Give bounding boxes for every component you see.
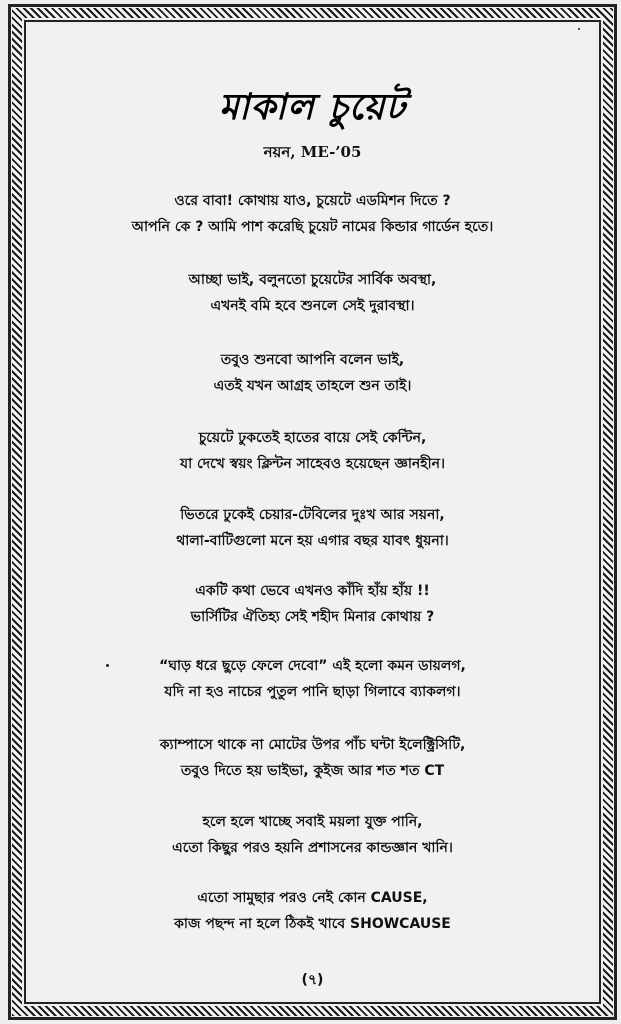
stanza-9	[30, 809, 595, 861]
poem-line: হলে হলে খাচ্ছে সবাই ময়লা যুক্ত পানি,	[202, 814, 423, 830]
poem-line: “ঘাড় ধরে ছুড়ে ফেলে দেবো” এই হলো কমন ডায়লগ,	[159, 658, 466, 674]
stanza-10	[30, 885, 595, 937]
poem-content	[30, 24, 595, 1000]
poem-line: এতো কিছুর পরও হয়নি প্রশাসনের কান্ডজ্ঞান খানি।	[172, 840, 453, 856]
stanza-3	[30, 347, 595, 399]
poem-line: ক্যাম্পাসে থাকে না মোটের উপর পাঁচ ঘন্টা ইলেক্ট্রিসিটি,	[159, 737, 466, 753]
poem-line: আচ্ছা ভাই, বলুনতো চুয়েটের সার্বিক অবস্থা,	[188, 272, 437, 288]
stanza-2	[30, 267, 595, 319]
page-number: (৭)	[301, 972, 324, 988]
poem-line: কাজ পছন্দ না হলে ঠিকই খাবে SHOWCAUSE	[174, 916, 451, 932]
stanza-4	[30, 425, 595, 477]
poem-line: এতই যখন আগ্রহ তাহলে শুন তাই।	[213, 378, 412, 394]
poem-line: ভার্সিটির ঐতিহ্য সেই শহীদ মিনার কোথায় ?	[190, 609, 435, 625]
ink-speck	[106, 664, 109, 667]
poem-line: আপনি কে ? আমি পাশ করেছি চুয়েট নামের কিন্ডার গার্ডেন হতে।	[131, 219, 494, 235]
poem-line: থালা-বাটিগুলো মনে হয় এগার বছর যাবৎ ধুয়না।	[176, 533, 449, 549]
poem-line: একটি কথা ভেবে এখনও কাঁদি হাঁয় হাঁয় !!	[195, 583, 430, 599]
stanza-5	[30, 502, 595, 554]
poem-line: যদি না হও নাচের পুতুল পানি ছাড়া গিলাবে ব্যাকলগ।	[164, 684, 461, 700]
stanza-6	[30, 578, 595, 630]
poem-title: মাকাল চুয়েট	[218, 87, 407, 128]
stanza-7	[30, 653, 595, 705]
poem-line: ভিতরে ঢুকেই চেয়ার-টেবিলের দুঃখ আর সয়না,	[180, 507, 445, 523]
poem-line: এতো সামুছার পরও নেই কোন CAUSE,	[197, 890, 428, 906]
poem-line: তবুও শুনবো আপনি বলেন ভাই,	[220, 352, 405, 368]
poem-line: যা দেখে স্বয়ং ক্লিন্টন সাহেবও হয়েছেন জ্ঞানহীন।	[180, 456, 445, 472]
ink-speck	[578, 28, 580, 30]
poem-line: তবুও দিতে হয় ভাইভা, কুইজ আর শত শত CT	[180, 763, 445, 779]
poem-author: নয়ন, ME-’05	[263, 143, 362, 161]
stanza-1	[30, 188, 595, 240]
stanza-8	[30, 732, 595, 784]
poem-line: এখনই বমি হবে শুনলে সেই দুরাবস্থা।	[210, 298, 415, 314]
poem-line: চুয়েটে ঢুকতেই হাতের বায়ে সেই কেন্টিন,	[198, 430, 427, 446]
poem-line: ওরে বাবা! কোথায় যাও, চুয়েটে এডমিশন দিতে ?	[174, 193, 451, 209]
